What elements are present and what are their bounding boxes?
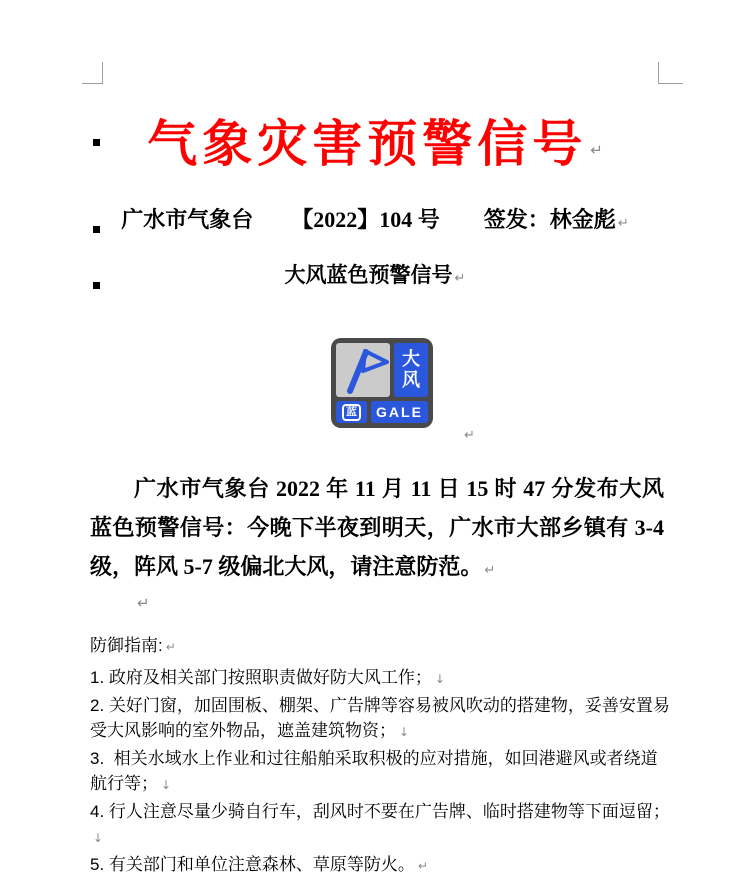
- wind-flag-icon: [336, 343, 390, 397]
- gale-char-feng: 风: [402, 370, 420, 391]
- line-break-mark-icon: ↓: [399, 725, 409, 739]
- guide-item-text: 5. 有关部门和单位注意森林、草原等防火。: [90, 855, 415, 874]
- guide-item-text: 1. 政府及相关部门按照职责做好防大风工作；: [90, 668, 432, 687]
- line-break-mark-icon: ↓: [435, 672, 445, 686]
- defense-guide-heading: 防御指南:: [90, 636, 163, 655]
- gale-chinese-label: [394, 343, 428, 397]
- document-number: 【2022】104 号: [291, 207, 440, 232]
- guide-item-2: [90, 693, 670, 746]
- warning-subtitle: 大风蓝色预警信号: [285, 263, 453, 287]
- guide-item-text: 2. 关好门窗，加固围板、棚架、广告牌等容易被风吹动的搭建物，妥善安置易受大风影响的室外物品，遮盖建筑物资；: [90, 696, 670, 741]
- document-title-line: [90, 104, 660, 176]
- guide-item-text: 4. 行人注意尽量少骑自行车，刮风时不要在广告牌、临时搭建物等下面逗留；: [90, 802, 670, 821]
- gale-char-da: 大: [402, 349, 420, 370]
- warning-subtitle-line: [90, 259, 660, 289]
- paragraph-mark-icon: ↵: [166, 640, 176, 654]
- gale-blue-warning-icon: [331, 338, 433, 428]
- guide-item-text: 3. 相关水域水上作业和过往船舶采取积极的应对措施，如回港避风或者绕道航行等；: [90, 749, 658, 794]
- warning-body-text: 广水市气象台 2022 年 11 月 11 日 15 时 47 分发布大风蓝色预警信号：今晚下半夜到明天，广水市大部乡镇有 3-4 级，阵风 5-7 级偏北大风，请注意防范。: [90, 476, 664, 579]
- paragraph-mark-icon: ↵: [590, 141, 603, 159]
- paragraph-mark-icon: ↵: [455, 271, 466, 286]
- paragraph-mark-icon: ↵: [618, 216, 629, 231]
- paragraph-mark-icon: ↵: [484, 563, 495, 578]
- warning-body-paragraph: [90, 469, 664, 590]
- guide-item-3: [90, 746, 670, 799]
- guide-item-5: [90, 852, 670, 879]
- guide-item-1: [90, 665, 670, 693]
- blue-level-badge: [336, 401, 367, 423]
- signer: 签发：林金彪: [484, 207, 616, 232]
- line-break-mark-icon: ↓: [93, 831, 103, 845]
- text-boundary-mark-top-right: [658, 62, 683, 84]
- paragraph-mark-icon: ↵: [137, 594, 150, 612]
- text-boundary-mark-top-left: [82, 62, 103, 84]
- line-break-mark-icon: ↓: [161, 778, 171, 792]
- issuing-agency: 广水市气象台: [121, 207, 253, 232]
- wind-flag-panel: [336, 343, 390, 397]
- guide-item-4: [90, 799, 670, 852]
- defense-guide-list: [90, 665, 670, 879]
- paragraph-mark-icon: ↵: [418, 859, 428, 873]
- gale-english-label: GALE: [371, 401, 428, 423]
- defense-guide-heading-line: [90, 631, 176, 656]
- issuer-line: [90, 203, 660, 234]
- blue-level-label: 蓝: [342, 404, 361, 421]
- document-title: 气象灾害预警信号: [147, 116, 587, 172]
- paragraph-mark-icon: ↵: [464, 428, 475, 443]
